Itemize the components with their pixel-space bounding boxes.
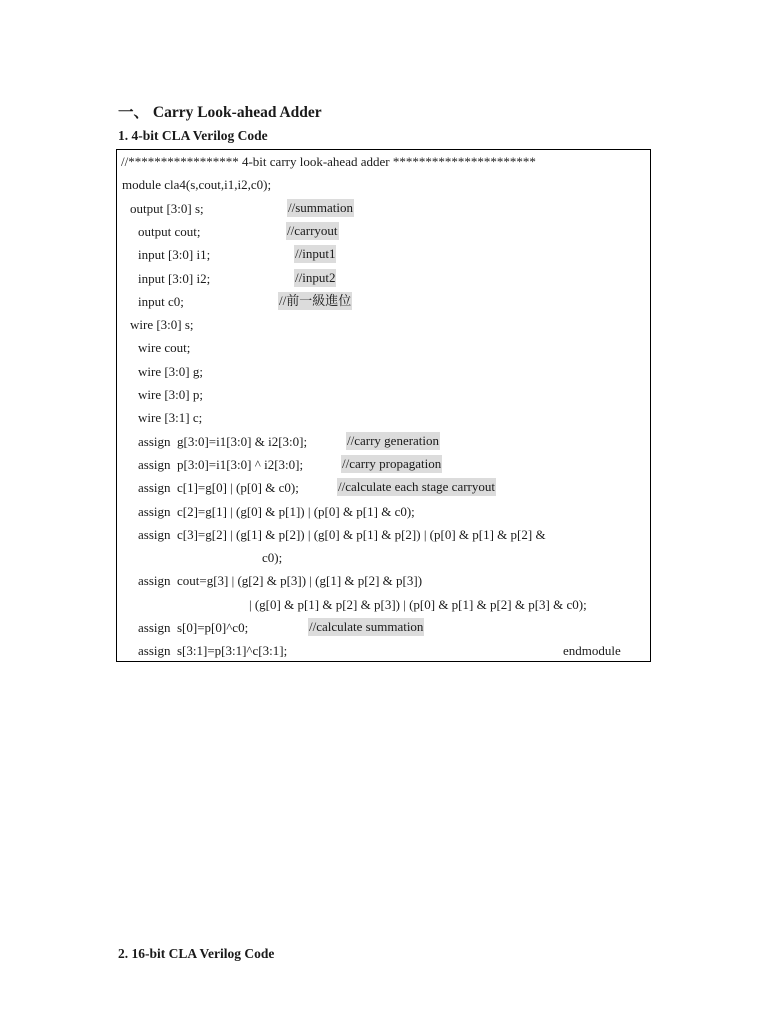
- code-line: [117, 523, 650, 546]
- code-comment: //carry propagation: [342, 455, 442, 471]
- code-text: input c0;: [138, 293, 184, 309]
- code-text: assign s[3:1]=p[3:1]^c[3:1];: [138, 643, 288, 659]
- code-comment: //calculate summation: [309, 619, 424, 634]
- code-listing-box: [116, 149, 651, 662]
- code-line: [117, 453, 650, 476]
- code-text: assign p[3:0]=i1[3:0] ^ i2[3:0];: [138, 456, 304, 472]
- code-comment: //summation: [288, 199, 353, 215]
- code-text: wire cout;: [138, 340, 191, 356]
- code-text: wire [3:1] c;: [138, 410, 203, 426]
- code-comment: //calculate each stage carryout: [338, 479, 495, 495]
- code-text: wire [3:0] s;: [130, 317, 194, 333]
- code-text: wire [3:0] p;: [138, 387, 203, 402]
- code-line: [117, 220, 650, 243]
- code-text: //***************** 4-bit carry look-ahead adder **********************: [121, 154, 536, 169]
- code-line: [117, 639, 650, 662]
- code-text: assign cout=g[3] | (g[2] & p[3]) | (g[1] & p[2] & p[3]): [138, 573, 423, 589]
- code-line: [117, 243, 650, 266]
- code-line: [117, 546, 650, 569]
- code-line: [117, 313, 650, 336]
- code-comment: //input1: [295, 246, 336, 262]
- code-text: wire [3:0] g;: [138, 363, 203, 379]
- code-text: assign g[3:0]=i1[3:0] & i2[3:0];: [138, 433, 308, 449]
- code-text: c0);: [262, 550, 283, 566]
- section-title: 一、 Carry Look-ahead Adder: [118, 104, 322, 121]
- subsection-title-16bit: 2. 16-bit CLA Verilog Code: [118, 946, 275, 961]
- code-text: | (g[0] & p[1] & p[2] & p[3]) | (p[0] & p[1] & p[2] & p[3] & c0);: [249, 596, 587, 612]
- code-line: [117, 593, 650, 616]
- endmodule-keyword: endmodule: [563, 643, 621, 659]
- code-text: assign c[3]=g[2] | (g[1] & p[2]) | (g[0] & p[1] & p[2]) | (p[0] & p[1] & p[2] &: [138, 526, 546, 542]
- code-line: [117, 173, 650, 196]
- code-text: input [3:0] i1;: [138, 247, 211, 263]
- code-line: [117, 197, 650, 220]
- code-line: [117, 569, 650, 592]
- code-line: [117, 430, 650, 453]
- code-line: [117, 150, 650, 173]
- subsection-title-4bit: 1. 4-bit CLA Verilog Code: [118, 128, 268, 143]
- code-text: assign s[0]=p[0]^c0;: [138, 620, 249, 635]
- code-comment: //carry generation: [347, 432, 440, 448]
- code-comment: //carryout: [287, 222, 338, 238]
- code-line: [117, 406, 650, 429]
- code-text: input [3:0] i2;: [138, 270, 211, 286]
- code-line: [117, 267, 650, 290]
- code-line: [117, 476, 650, 499]
- code-line: [117, 290, 650, 313]
- code-text: output [3:0] s;: [130, 200, 204, 216]
- code-line: [117, 616, 650, 639]
- code-text: output cout;: [138, 223, 201, 239]
- code-line: [117, 383, 650, 406]
- code-line: [117, 360, 650, 383]
- code-text: assign c[1]=g[0] | (p[0] & c0);: [138, 480, 299, 496]
- code-comment: //input2: [295, 269, 336, 285]
- code-comment: //前一級進位: [279, 292, 352, 308]
- code-line: [117, 336, 650, 359]
- code-text: assign c[2]=g[1] | (g[0] & p[1]) | (p[0] & p[1] & c0);: [138, 503, 415, 519]
- code-text: module cla4(s,cout,i1,i2,c0);: [122, 177, 272, 193]
- code-line: [117, 500, 650, 523]
